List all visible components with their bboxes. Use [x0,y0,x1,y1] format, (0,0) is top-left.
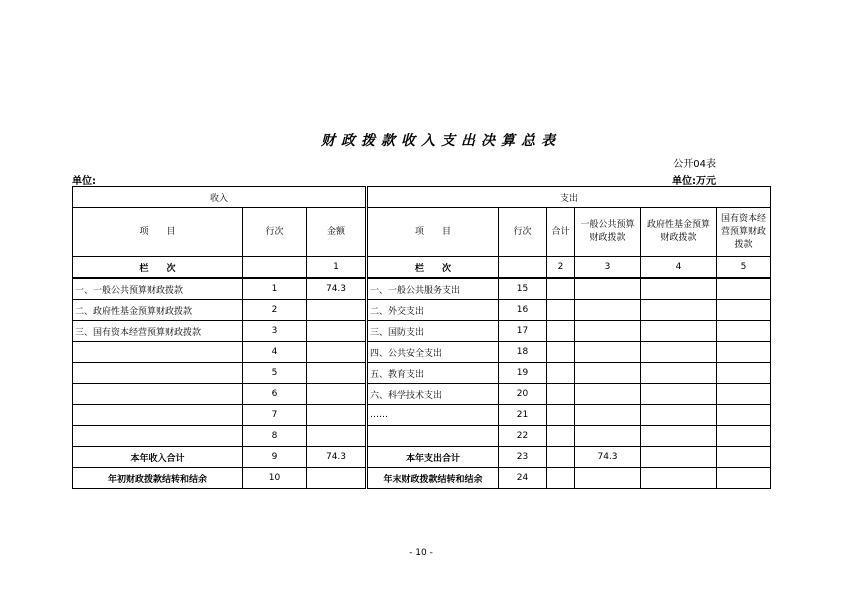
col-index-5: 5 [717,257,771,279]
expense-state-capital-cell [717,426,771,447]
expense-item-cell [367,426,499,447]
fiscal-summary-table [72,186,771,489]
income-item-cell [73,405,243,426]
expense-total-cell [547,384,575,405]
income-amount-cell [307,300,367,321]
column-index-row [73,257,771,279]
income-rowno-cell: 6 [243,384,307,405]
col-index-4: 4 [641,257,717,279]
expense-state-capital-cell [717,300,771,321]
income-amount-cell [307,321,367,342]
income-rowno-header: 行次 [243,208,307,257]
closing-balance-rowno: 24 [499,468,547,489]
expense-rowno-cell: 22 [499,426,547,447]
expense-total-cell [547,426,575,447]
income-item-cell: 一、一般公共预算财政拨款 [73,278,243,300]
expense-rowno-cell: 21 [499,405,547,426]
income-column-label: 栏 次 [73,257,243,279]
expense-gov-fund-cell [641,321,717,342]
form-number: 公开04表 [673,159,716,170]
expense-item-header: 项 目 [367,208,499,257]
expense-total-cell [547,342,575,363]
col-index-3: 3 [575,257,641,279]
table-row [73,426,771,447]
expense-total-general-budget: 74.3 [575,447,641,468]
expense-gov-fund-cell [641,300,717,321]
expense-gov-fund-cell [641,278,717,300]
income-total-label: 本年收入合计 [73,447,243,468]
expense-state-capital-cell [717,342,771,363]
expense-total-state-capital [717,447,771,468]
expense-total-rowno: 23 [499,447,547,468]
gov-fund-header: 政府性基金预算财政拨款 [641,208,717,257]
expense-gov-fund-cell [641,405,717,426]
table-row [73,384,771,405]
expense-item-cell: 四、公共安全支出 [367,342,499,363]
expense-gov-fund-cell [641,342,717,363]
income-header: 收入 [73,187,367,208]
expense-total-cell [547,300,575,321]
income-amount-header: 金额 [307,208,367,257]
expense-item-cell: 一、一般公共服务支出 [367,278,499,300]
closing-balance-label: 年末财政拨款结转和结余 [367,468,499,489]
expense-rowno-header: 行次 [499,208,547,257]
expense-total-cell [547,405,575,426]
expense-gov-fund-cell [641,384,717,405]
total-row [73,447,771,468]
document-title: 财政拨款收入支出决算总表 [321,133,561,149]
col-index-2: 2 [547,257,575,279]
expense-item-cell: …… [367,405,499,426]
expense-total-sum [547,447,575,468]
expense-gov-fund-cell [641,426,717,447]
income-item-cell [73,426,243,447]
expense-general-budget-cell [575,278,641,300]
income-item-cell [73,342,243,363]
income-item-cell: 三、国有资本经营预算财政拨款 [73,321,243,342]
expense-total-gov-fund [641,447,717,468]
income-total-rowno: 9 [243,447,307,468]
unit-label: 单位: [72,176,96,187]
state-capital-header: 国有资本经营预算财政拨款 [717,208,771,257]
col-index-1: 1 [307,257,367,279]
expense-gov-fund-cell [641,363,717,384]
opening-balance-rowno: 10 [243,468,307,489]
closing-balance-general-budget [575,468,641,489]
income-amount-cell [307,363,367,384]
expense-general-budget-cell [575,321,641,342]
income-item-header: 项 目 [73,208,243,257]
expense-rowno-cell: 18 [499,342,547,363]
expense-total-label: 本年支出合计 [367,447,499,468]
header-row-section [73,187,771,208]
expense-general-budget-cell [575,426,641,447]
header-row-columns [73,208,771,257]
table-row [73,342,771,363]
income-total-amount: 74.3 [307,447,367,468]
income-amount-cell [307,342,367,363]
total-header: 合计 [547,208,575,257]
expense-rowno-cell: 15 [499,278,547,300]
expense-total-cell [547,363,575,384]
income-amount-cell [307,426,367,447]
table-row [73,300,771,321]
expense-column-label: 栏 次 [367,257,499,279]
income-item-cell [73,363,243,384]
income-item-cell [73,384,243,405]
expense-rowno-cell: 20 [499,384,547,405]
income-rowno-cell: 4 [243,342,307,363]
income-amount-cell: 74.3 [307,278,367,300]
closing-balance-gov-fund [641,468,717,489]
table-row [73,363,771,384]
expense-rowno-cell: 17 [499,321,547,342]
income-rowno-cell: 8 [243,426,307,447]
income-rowno-cell: 2 [243,300,307,321]
expense-state-capital-cell [717,278,771,300]
table-row [73,278,771,300]
currency-unit: 单位:万元 [672,176,716,187]
income-amount-cell [307,384,367,405]
expense-general-budget-cell [575,300,641,321]
expense-item-cell: 三、国防支出 [367,321,499,342]
income-item-cell: 二、政府性基金预算财政拨款 [73,300,243,321]
opening-balance-label: 年初财政拨款结转和结余 [73,468,243,489]
expense-item-cell: 六、科学技术支出 [367,384,499,405]
closing-balance-total [547,468,575,489]
expense-general-budget-cell [575,342,641,363]
expense-state-capital-cell [717,384,771,405]
expense-rowno-cell: 19 [499,363,547,384]
expense-rowno-cell: 16 [499,300,547,321]
table-row [73,405,771,426]
carryover-row [73,468,771,489]
income-rowno-cell: 7 [243,405,307,426]
expense-state-capital-cell [717,405,771,426]
expense-item-cell: 二、外交支出 [367,300,499,321]
expense-general-budget-cell [575,384,641,405]
expense-state-capital-cell [717,363,771,384]
income-rowno-cell: 5 [243,363,307,384]
income-amount-cell [307,405,367,426]
expense-item-cell: 五、教育支出 [367,363,499,384]
expense-total-cell [547,278,575,300]
page-number: - 10 - [409,548,433,558]
table-row [73,321,771,342]
expense-general-budget-cell [575,405,641,426]
general-budget-header: 一般公共预算财政拨款 [575,208,641,257]
expense-general-budget-cell [575,363,641,384]
income-rowno-cell: 3 [243,321,307,342]
opening-balance-amount [307,468,367,489]
closing-balance-state-capital [717,468,771,489]
income-rowno-cell: 1 [243,278,307,300]
expense-state-capital-cell [717,321,771,342]
expense-total-cell [547,321,575,342]
expense-header: 支出 [367,187,771,208]
